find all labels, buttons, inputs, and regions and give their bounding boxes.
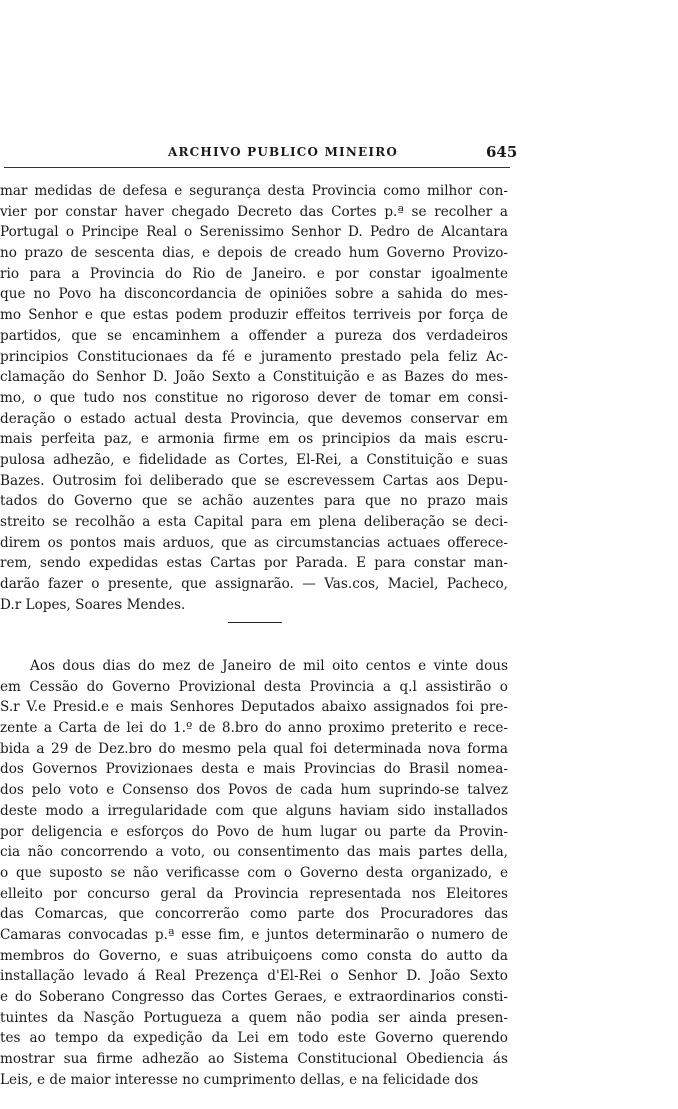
text-line: pulosa adhezão, e fidelidade as Cortes, El-Rei, a Constituição e suas bbox=[0, 451, 508, 468]
text-line: elleito por concurso geral da Provincia representada nos Eleitores bbox=[0, 885, 508, 902]
text-line: mostrar sua firme adhezão ao Sistema Constitucional Obediencia ás bbox=[0, 1051, 508, 1068]
text-line: installação levado á Real Prezença d'El-Rei o Senhor D. João Sexto bbox=[0, 968, 508, 985]
text-line: bida a 29 de Dez.bro do mesmo pela qual foi determinada nova forma bbox=[0, 740, 508, 757]
paragraph-2 bbox=[0, 656, 508, 1090]
text-line: Bazes. Outrosim foi deliberado que se escrevessem Cartas aos Depu- bbox=[0, 472, 508, 489]
text-line: zente a Carta de lei do 1.º de 8.bro do anno proximo preterito e rece- bbox=[0, 720, 508, 737]
running-header bbox=[0, 143, 678, 167]
text-line: tuintes da Nasção Portugueza a quem não podia ser ainda presen- bbox=[0, 1009, 508, 1026]
header-title: ARCHIVO PUBLICO MINEIRO bbox=[168, 145, 399, 159]
text-line: rem, sendo expedidas estas Cartas por Parada. E para constar man- bbox=[0, 555, 508, 572]
text-line: streito se recolhão a esta Capital para em plena deliberação se deci- bbox=[0, 514, 508, 530]
text-line: mo, o que tudo nos constitue no rigoroso dever de tomar em consi- bbox=[0, 389, 508, 406]
text-line: direm os pontos mais arduos, que as circumstancias actuaes offerece- bbox=[0, 534, 508, 551]
text-line: em Cessão do Governo Provizional desta Provincia a q.l assistirão o bbox=[0, 678, 508, 695]
text-line: Leis, e de maior interesse no cumprimento dellas, e na felicidade dos bbox=[0, 1071, 479, 1088]
text-line: Portugal o Principe Real o Serenissimo Senhor D. Pedro de Alcantara bbox=[0, 224, 508, 241]
text-line: por deligencia e esforços do Povo de hum lugar ou parte da Provin- bbox=[0, 823, 508, 840]
text-line: dos pelo voto e Consenso dos Povos de cada hum suprindo-se talvez bbox=[0, 782, 508, 799]
page-number: 645 bbox=[486, 143, 518, 161]
text-line: tes ao tempo da expedição da Lei em todo este Governo querendo bbox=[0, 1030, 508, 1047]
text-line: o que suposto se não verificasse com o Governo desta organizado, e bbox=[0, 864, 508, 881]
text-line: que no Povo ha disconcordancia de opiniões sobre a sahida do mes- bbox=[0, 286, 508, 303]
text-line: vier por constar haver chegado Decreto das Cortes p.ª se recolher a bbox=[0, 203, 508, 220]
text-line: partidos, que se encaminhem a offender a pureza dos verdadeiros bbox=[0, 327, 508, 344]
header-rule bbox=[4, 167, 510, 168]
text-line: D.r Lopes, Soares Mendes. bbox=[0, 596, 186, 613]
text-line: S.r V.e Presid.e e mais Senhores Deputados abaixo assignados foi pre- bbox=[0, 699, 508, 716]
text-line: Aos dous dias do mez de Janeiro de mil oito centos e vinte dous bbox=[30, 658, 508, 674]
text-line: darão fazer o presente, que assignarão. — Vas.cos, Maciel, Pacheco, bbox=[0, 576, 508, 593]
text-line: e do Soberano Congresso das Cortes Geraes, e extraordinarios consti- bbox=[0, 989, 508, 1005]
paragraph-1 bbox=[0, 181, 508, 615]
text-line: mais perfeita paz, e armonia firme em os principios da mais escru- bbox=[0, 431, 508, 448]
text-line: membros do Governo, e suas atribuiçoens como consta do autto da bbox=[0, 947, 508, 964]
section-separator bbox=[228, 622, 282, 623]
text-line: clamação do Senhor D. João Sexto a Constituição e as Bazes do mes- bbox=[0, 369, 508, 386]
text-line: deste modo a irregularidade com que alguns haviam sido installados bbox=[0, 802, 508, 819]
text-line: no prazo de sescenta dias, e depois de creado hum Governo Provizo- bbox=[0, 245, 508, 262]
text-line: principios Constitucionaes da fé e juramento prestado pela feliz Ac- bbox=[0, 348, 508, 365]
text-line: tados do Governo que se achão auzentes para que no prazo mais bbox=[0, 493, 508, 510]
text-line: cia não concorrendo a voto, ou consentimento das mais partes della, bbox=[0, 844, 508, 861]
text-line: mar medidas de defesa e segurança desta Provincia como milhor con- bbox=[0, 183, 508, 199]
text-line: Camaras convocadas p.ª esse fim, e juntos determinarão o numero de bbox=[0, 926, 508, 943]
text-line: mo Senhor e que estas podem produzir effeitos terriveis por força de bbox=[0, 307, 508, 324]
text-line: das Comarcas, que concorrerão como parte dos Procuradores das bbox=[0, 906, 508, 923]
text-line: deração o estado actual desta Provincia, que devemos conservar em bbox=[0, 410, 508, 427]
text-line: dos Governos Provizionaes desta e mais Provincias do Brasil nomea- bbox=[0, 761, 508, 778]
text-line: rio para a Provincia do Rio de Janeiro. e por constar igoalmente bbox=[0, 265, 508, 282]
